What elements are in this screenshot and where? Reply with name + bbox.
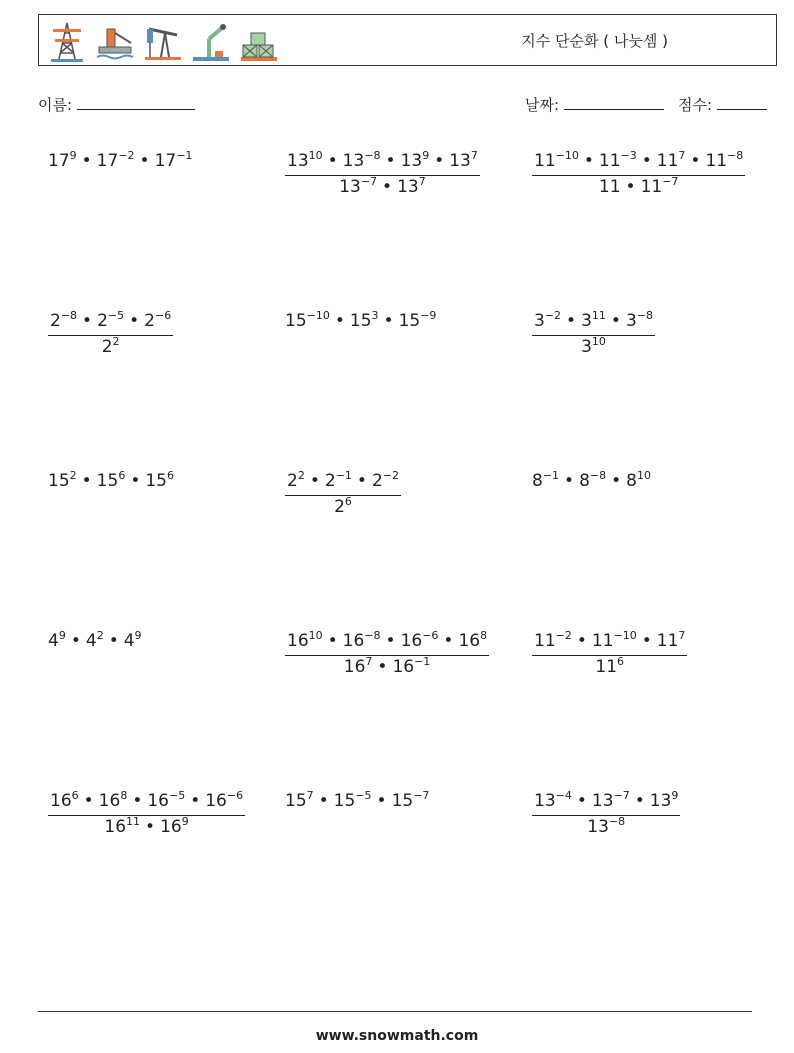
power-base: 8 (579, 471, 590, 491)
power-exponent: 11 (591, 309, 606, 322)
power-exponent: −2 (118, 149, 135, 162)
power-base: 15 (48, 471, 70, 491)
numerator (532, 629, 687, 653)
power-exponent: 10 (308, 149, 323, 162)
power-exponent: −10 (555, 149, 579, 162)
multiply-dot: • (443, 631, 454, 651)
name-label: 이름: (38, 96, 73, 114)
power-exponent: 9 (58, 629, 66, 642)
numerator (48, 789, 245, 813)
power-exponent: 7 (306, 789, 314, 802)
oil-platform-icon (93, 19, 137, 63)
denominator (285, 656, 489, 678)
expression (48, 469, 174, 493)
power-exponent: 7 (678, 149, 686, 162)
power-base: 15 (349, 311, 372, 331)
multiply-dot: • (130, 471, 141, 491)
power-base: 13 (591, 791, 614, 811)
multiply-dot: • (564, 471, 575, 491)
power-base: 16 (160, 817, 182, 837)
power-base: 16 (400, 631, 423, 651)
power-base: 16 (342, 631, 365, 651)
header-icons (45, 19, 281, 63)
power-base: 11 (595, 657, 618, 677)
power-base: 15 (96, 471, 119, 491)
power-base: 2 (97, 311, 108, 331)
expression (48, 629, 142, 653)
denominator (532, 336, 655, 358)
date-field[interactable] (525, 94, 664, 115)
score-field[interactable] (678, 94, 767, 115)
fraction (532, 149, 745, 198)
power-base: 17 (96, 151, 119, 171)
multiply-dot: • (690, 151, 701, 171)
fraction (532, 629, 687, 678)
denominator (48, 336, 173, 358)
power-exponent: 6 (71, 789, 79, 802)
power-base: 16 (343, 657, 366, 677)
power-base: 11 (640, 177, 663, 197)
problem-1 (48, 149, 192, 173)
footer-divider (38, 1011, 752, 1012)
power-base: 16 (104, 817, 127, 837)
power-exponent: 9 (69, 149, 77, 162)
power-exponent: −6 (422, 629, 439, 642)
power-exponent: 7 (678, 629, 686, 642)
power-exponent: −8 (608, 815, 626, 828)
problem-9 (532, 469, 651, 493)
numerator (285, 629, 489, 653)
power-exponent: 6 (617, 655, 625, 668)
footer-url[interactable]: www.snowmath.com (315, 1028, 479, 1044)
numerator (532, 309, 655, 333)
power-base: 11 (598, 151, 621, 171)
multiply-dot: • (576, 791, 587, 811)
denominator (532, 176, 745, 198)
multiply-dot: • (385, 631, 396, 651)
pump-jack-icon (141, 19, 185, 63)
multiply-dot: • (376, 791, 387, 811)
problem-4 (48, 309, 173, 358)
fraction (48, 789, 245, 838)
numerator (285, 149, 480, 173)
power-exponent: −8 (727, 149, 744, 162)
multiply-dot: • (70, 631, 81, 651)
power-base: 16 (458, 631, 481, 651)
power-exponent: 10 (636, 469, 651, 482)
power-tower-icon (45, 19, 89, 63)
power-exponent: 9 (671, 789, 679, 802)
power-base: 11 (591, 631, 614, 651)
worksheet-title: 지수 단순화 ( 나눗셈 ) (521, 32, 668, 50)
multiply-dot: • (356, 471, 367, 491)
multiply-dot: • (190, 791, 201, 811)
multiply-dot: • (81, 151, 92, 171)
score-label: 점수: (678, 96, 713, 114)
date-label: 날짜: (525, 96, 560, 114)
fraction (285, 149, 480, 198)
power-base: 11 (656, 151, 679, 171)
problem-2 (285, 149, 480, 198)
problem-3 (532, 149, 745, 198)
power-exponent: −9 (420, 309, 437, 322)
power-exponent: −6 (154, 309, 172, 322)
power-exponent: −7 (413, 789, 430, 802)
denominator (285, 496, 401, 518)
power-exponent: −8 (589, 469, 607, 482)
power-base: 16 (98, 791, 121, 811)
multiply-dot: • (108, 631, 119, 651)
date-line[interactable] (564, 95, 664, 110)
power-exponent: 7 (418, 175, 426, 188)
power-base: 15 (285, 791, 307, 811)
expression (285, 309, 436, 333)
multiply-dot: • (576, 631, 587, 651)
fraction (532, 309, 655, 358)
problem-6 (532, 309, 655, 358)
power-base: 15 (333, 791, 356, 811)
power-exponent: 2 (96, 629, 104, 642)
multiply-dot: • (145, 817, 156, 837)
fraction (532, 789, 680, 838)
power-exponent: 3 (371, 309, 379, 322)
power-exponent: −2 (382, 469, 399, 482)
problem-15 (532, 789, 680, 838)
power-base: 8 (532, 471, 543, 491)
denominator (285, 176, 480, 198)
power-base: 11 (705, 151, 728, 171)
power-exponent: −1 (176, 149, 193, 162)
power-base: 3 (534, 311, 545, 331)
power-exponent: 9 (422, 149, 430, 162)
numerator (532, 149, 745, 173)
problem-12 (532, 629, 687, 678)
power-base: 2 (334, 497, 345, 517)
numerator (48, 309, 173, 333)
power-exponent: 6 (166, 469, 174, 482)
power-exponent: −2 (544, 309, 562, 322)
power-exponent: 6 (344, 495, 352, 508)
power-exponent: −6 (226, 789, 244, 802)
power-exponent: −7 (662, 175, 679, 188)
multiply-dot: • (611, 471, 622, 491)
power-exponent: −7 (613, 789, 630, 802)
power-exponent: −5 (168, 789, 186, 802)
power-exponent: 2 (69, 469, 77, 482)
multiply-dot: • (641, 631, 652, 651)
power-base: 13 (449, 151, 471, 171)
power-exponent: −1 (414, 655, 431, 668)
multiply-dot: • (327, 631, 338, 651)
power-base: 13 (400, 151, 423, 171)
name-field[interactable] (38, 94, 195, 115)
power-base: 16 (147, 791, 169, 811)
expression (285, 789, 429, 813)
power-base: 8 (626, 471, 637, 491)
multiply-dot: • (434, 151, 445, 171)
multiply-dot: • (641, 151, 652, 171)
power-exponent: 9 (181, 815, 189, 828)
power-base: 2 (101, 337, 113, 357)
power-base: 15 (145, 471, 167, 491)
power-base: 2 (50, 311, 61, 331)
power-exponent: −7 (360, 175, 378, 188)
power-exponent: 7 (365, 655, 373, 668)
fraction (285, 469, 401, 518)
power-exponent: −10 (306, 309, 330, 322)
power-exponent: −1 (542, 469, 560, 482)
problem-7 (48, 469, 174, 493)
power-base: 11 (534, 151, 556, 171)
multiply-dot: • (83, 791, 94, 811)
multiply-dot: • (129, 311, 140, 331)
power-exponent: 8 (120, 789, 128, 802)
problem-14 (285, 789, 429, 813)
power-exponent: 10 (591, 335, 606, 348)
power-exponent: −8 (636, 309, 653, 322)
power-base: 2 (144, 311, 155, 331)
multiply-dot: • (377, 657, 388, 677)
multiply-dot: • (318, 791, 329, 811)
multiply-dot: • (385, 151, 396, 171)
multiply-dot: • (382, 177, 393, 197)
power-base: 3 (581, 311, 592, 331)
power-base: 11 (534, 631, 556, 651)
numerator (532, 789, 680, 813)
power-base: 4 (123, 631, 135, 651)
power-base: 16 (392, 657, 415, 677)
power-exponent: 8 (480, 629, 488, 642)
numerator (285, 469, 401, 493)
power-base: 16 (205, 791, 227, 811)
denominator (532, 656, 687, 678)
multiply-dot: • (132, 791, 143, 811)
problem-11 (285, 629, 489, 678)
power-base: 2 (371, 471, 383, 491)
score-line[interactable] (717, 95, 767, 110)
multiply-dot: • (383, 311, 394, 331)
power-base: 4 (85, 631, 97, 651)
problem-10 (48, 629, 142, 653)
power-base: 2 (324, 471, 336, 491)
problem-5 (285, 309, 436, 333)
power-base: 13 (342, 151, 365, 171)
power-exponent: 2 (112, 335, 120, 348)
multiply-dot: • (566, 311, 577, 331)
fraction (48, 309, 173, 358)
power-base: 13 (649, 791, 672, 811)
power-exponent: 11 (126, 815, 141, 828)
power-exponent: −8 (364, 149, 381, 162)
crates-icon (237, 19, 281, 63)
power-base: 4 (48, 631, 59, 651)
multiply-dot: • (625, 177, 636, 197)
multiply-dot: • (583, 151, 594, 171)
power-base: 13 (339, 177, 361, 197)
multiply-dot: • (81, 471, 92, 491)
power-exponent: 6 (118, 469, 126, 482)
power-base: 3 (625, 311, 637, 331)
power-base: 15 (391, 791, 414, 811)
power-exponent: 9 (134, 629, 142, 642)
fraction (285, 629, 489, 678)
robot-arm-icon (189, 19, 233, 63)
power-exponent: 10 (308, 629, 323, 642)
power-base: 13 (287, 151, 309, 171)
power-exponent: 2 (297, 469, 305, 482)
power-exponent: −3 (620, 149, 637, 162)
power-base: 16 (50, 791, 72, 811)
power-exponent: −5 (107, 309, 125, 322)
power-base: 13 (397, 177, 419, 197)
power-base: 3 (581, 337, 592, 357)
power-exponent: −8 (60, 309, 78, 322)
multiply-dot: • (327, 151, 338, 171)
power-base: 2 (287, 471, 298, 491)
worksheet-header (38, 14, 777, 66)
power-base: 15 (285, 311, 307, 331)
multiply-dot: • (139, 151, 150, 171)
power-exponent: −4 (555, 789, 572, 802)
power-base: 16 (287, 631, 309, 651)
multiply-dot: • (610, 311, 621, 331)
power-exponent: −10 (613, 629, 637, 642)
power-exponent: −2 (555, 629, 572, 642)
power-base: 13 (534, 791, 556, 811)
power-exponent: −1 (335, 469, 352, 482)
power-base: 17 (48, 151, 70, 171)
power-exponent: −5 (355, 789, 372, 802)
power-exponent: −8 (364, 629, 381, 642)
power-base: 13 (587, 817, 609, 837)
power-base: 11 (598, 177, 621, 197)
multiply-dot: • (309, 471, 320, 491)
name-line[interactable] (77, 95, 195, 110)
power-base: 15 (398, 311, 421, 331)
power-base: 11 (656, 631, 679, 651)
problem-8 (285, 469, 401, 518)
denominator (532, 816, 680, 838)
multiply-dot: • (634, 791, 645, 811)
expression (48, 149, 192, 173)
expression (532, 469, 651, 493)
power-base: 17 (154, 151, 177, 171)
power-exponent: 7 (470, 149, 478, 162)
multiply-dot: • (82, 311, 93, 331)
problem-13 (48, 789, 245, 838)
multiply-dot: • (334, 311, 345, 331)
denominator (48, 816, 245, 838)
